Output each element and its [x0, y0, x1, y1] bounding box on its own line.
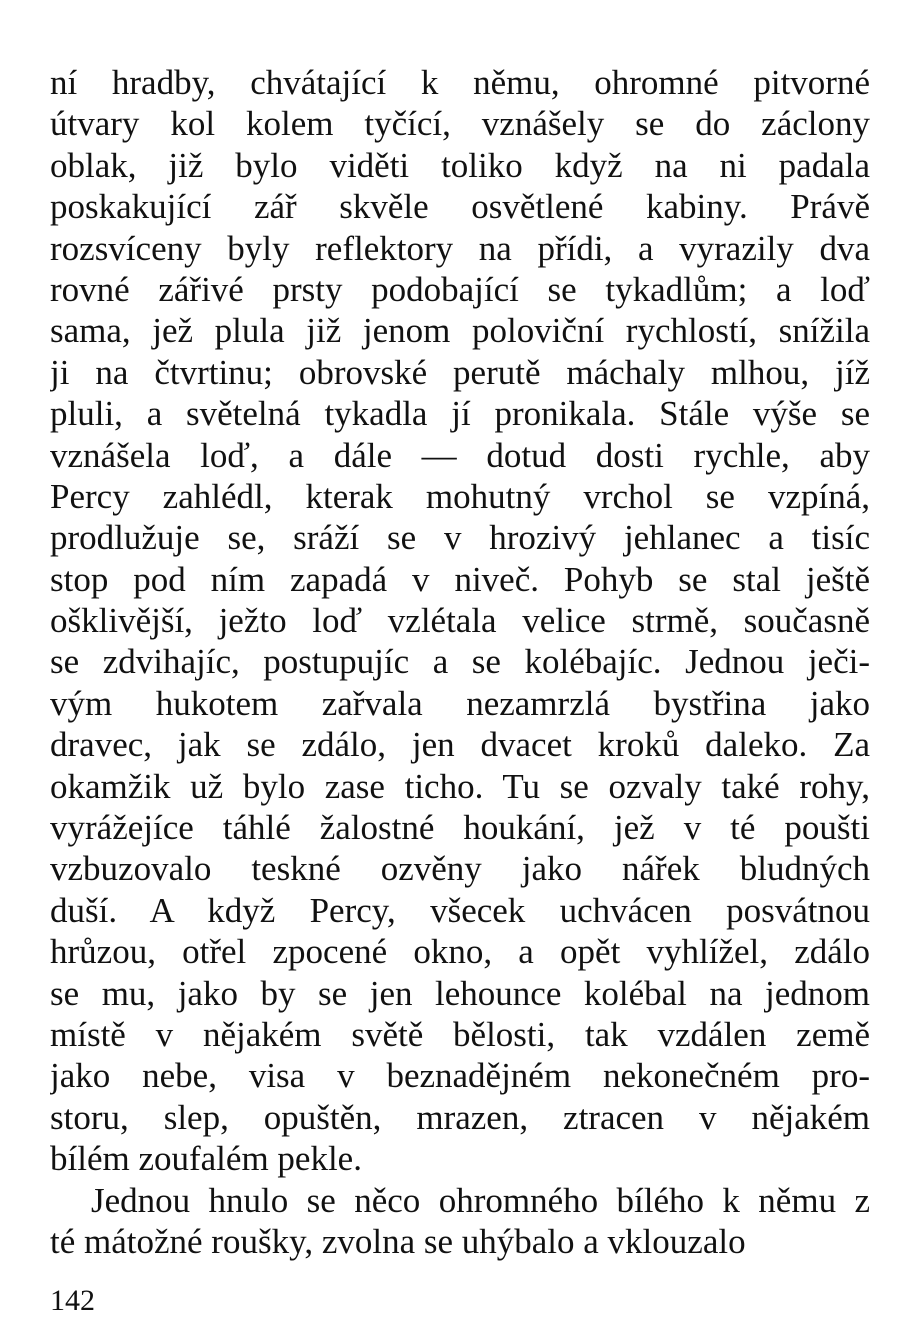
text-line: hrůzou, otřel zpocené okno, a opět vyhlížel, zdálo — [50, 932, 870, 972]
text-line: duší. A když Percy, všecek uchvácen posvátnou — [50, 890, 870, 930]
text-line: sama, jež plula již jenom poloviční rychlostí, snížila — [50, 311, 870, 351]
paragraph — [50, 62, 870, 1180]
text-line: vým hukotem zařvala nezamrzlá bystřina jako — [50, 683, 870, 723]
text-line: té mátožné roušky, zvolna se uhýbalo a vklouzalo — [50, 1221, 746, 1261]
text-line: poskakující zář skvěle osvětlené kabiny. Právě — [50, 187, 870, 227]
text-line: bílém zoufalém pekle. — [50, 1139, 362, 1179]
text-line: ní hradby, chvátající k němu, ohromné pitvorné — [50, 63, 870, 102]
page-text — [50, 62, 870, 1262]
text-line: místě v nějakém světě bělosti, tak vzdálen země — [50, 1014, 870, 1054]
text-line: se mu, jako by se jen lehounce kolébal na jednom — [50, 973, 870, 1013]
text-line: prodlužuje se, sráží se v hrozivý jehlanec a tisíc — [50, 518, 870, 558]
text-line: se zdvihajíc, postupujíc a se kolébajíc. Jednou ječi- — [50, 642, 870, 682]
text-line: pluli, a světelná tykadla jí pronikala. Stále výše se — [50, 394, 870, 434]
text-line: vzbuzovalo teskné ozvěny jako nářek bludných — [50, 849, 870, 889]
page-number: 142 — [50, 1284, 95, 1317]
paragraph — [50, 1180, 870, 1263]
text-line: oblak, již bylo viděti toliko když na ni padala — [50, 145, 870, 185]
text-line: vznášela loď, a dále — dotud dosti rychle, aby — [50, 435, 870, 475]
text-line: ji na čtvrtinu; obrovské perutě máchaly mlhou, jíž — [50, 352, 870, 392]
text-line: okamžik už bylo zase ticho. Tu se ozvaly také rohy, — [50, 766, 870, 806]
text-line: Jednou hnulo se něco ohromného bílého k němu z — [91, 1180, 870, 1220]
text-line: Percy zahlédl, kterak mohutný vrchol se vzpíná, — [50, 476, 870, 516]
text-line: jako nebe, visa v beznadějném nekonečném pro- — [50, 1056, 870, 1096]
text-line: rozsvíceny byly reflektory na přídi, a vyrazily dva — [50, 228, 870, 268]
text-line: ošklivější, ježto loď vzlétala velice strmě, současně — [50, 601, 870, 641]
text-line: storu, slep, opuštěn, mrazen, ztracen v nějakém — [50, 1097, 870, 1137]
text-line: stop pod ním zapadá v niveč. Pohyb se stal ještě — [50, 559, 870, 599]
text-line: vyrážejíce táhlé žalostné houkání, jež v té poušti — [50, 808, 870, 848]
text-line: rovné zářivé prsty podobající se tykadlům; a loď — [50, 269, 870, 309]
text-line: útvary kol kolem tyčící, vznášely se do záclony — [50, 104, 870, 144]
text-line: dravec, jak se zdálo, jen dvacet kroků daleko. Za — [50, 725, 870, 765]
